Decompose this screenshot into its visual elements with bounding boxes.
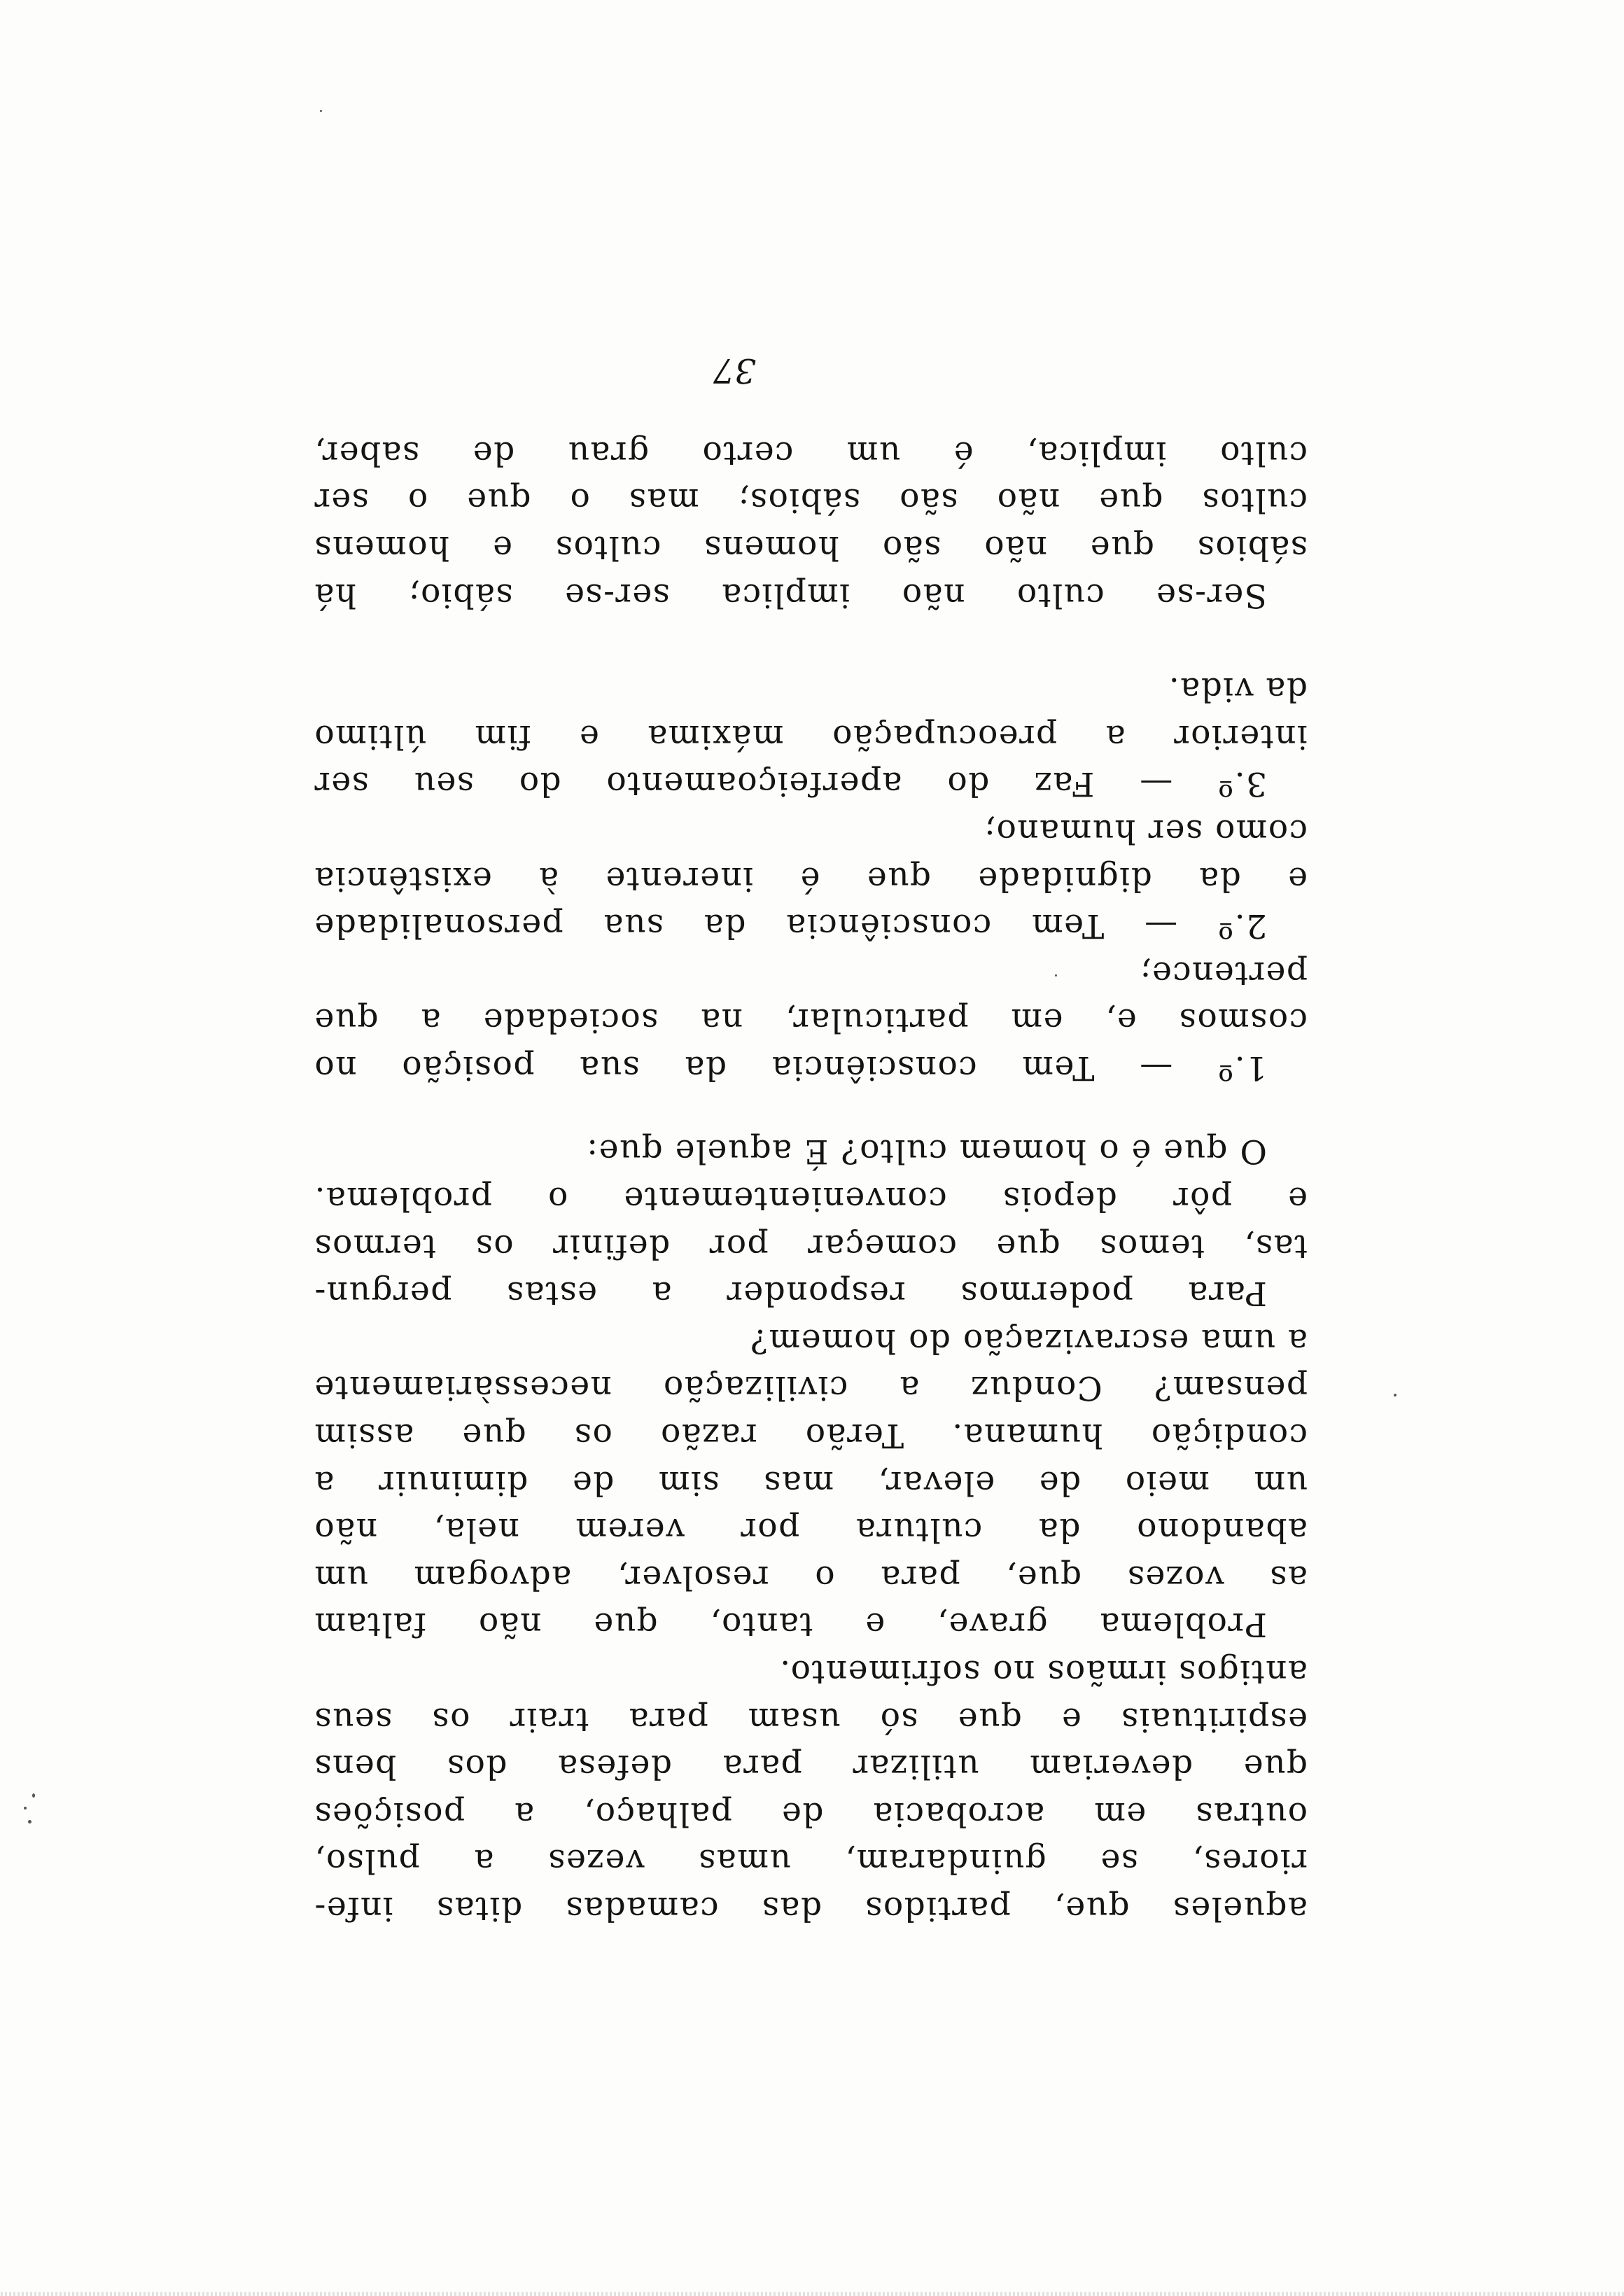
text-line: aqueles que, partidos das camadas ditas infe- [314,1889,1308,1928]
scan-speck [320,110,322,112]
text-line: riores, se guindaram, umas vezes a pulso, [314,1842,1308,1881]
text-line: abandono da cultura por verem nela, não [314,1511,1308,1550]
text-line: pensam? Conduz a civilização necessàriamente [314,1368,1308,1408]
text-line: cultos que não são sábios; mas o que o ser [314,481,1308,520]
text-line: antigos irmãos no sofrimento. [778,1653,1308,1692]
text-line: interior a preocupação máxima e fim último [314,717,1308,756]
text-line: outras em acrobacia de palhaço, a posições [314,1794,1308,1833]
scan-speck [1394,1394,1396,1396]
text-line: Para podermos responder a estas pergun- [314,1274,1267,1313]
list-item-1: 1.º — Tem consciência da sua posição no [314,1048,1267,1087]
text-line: condição humana. Terão razão os que assim [314,1416,1308,1455]
text-line: como ser humano; [983,811,1308,850]
scan-speck [1055,974,1057,976]
scan-speck [32,1793,35,1798]
text-line: e da dignidade que é inerente à existência [314,859,1308,898]
text-line: da vida. [1168,670,1308,709]
text-line: Ser-se culto não implica ser-se sábio; há [314,575,1267,615]
page-edge [0,2292,1624,2296]
list-item-2: 2.º — Tem consciência da sua personalidade [314,906,1267,946]
text-line: que deveriam utilizar para defesa dos bens [314,1747,1308,1786]
scan-speck [28,1820,31,1823]
body-text [314,429,1308,1932]
text-line: um meio de elevar, mas sim de diminuir a [314,1463,1308,1502]
text-line: Problema grave, e tanto, que não faltam [314,1605,1267,1644]
text-line: espirituais e que só usam para trair os seus [314,1700,1308,1739]
text-line: culto implica, é um certo grau de saber, [314,433,1308,472]
text-line: tas, temos que começar por definir os termos [314,1226,1308,1266]
text-line: as vozes que, para o resolver, advogam um [314,1558,1308,1597]
text-line: O que é o homem culto? É aquele que: [585,1132,1267,1171]
text-line: sábios que não são homens cultos e homens [314,528,1308,567]
text-line: pertence; [1139,953,1308,993]
page-number: 37 [713,351,756,390]
list-item-3: 3.º — Faz do aperfeiçoamento do seu ser [314,764,1267,804]
text-line: cosmos e, em particular, na sociedade a que [314,1001,1308,1040]
scan-speck [24,1807,27,1809]
text-line: a uma escravização do homem? [749,1321,1308,1360]
text-line: e pôr depois convenientemente o problema. [314,1180,1308,1219]
